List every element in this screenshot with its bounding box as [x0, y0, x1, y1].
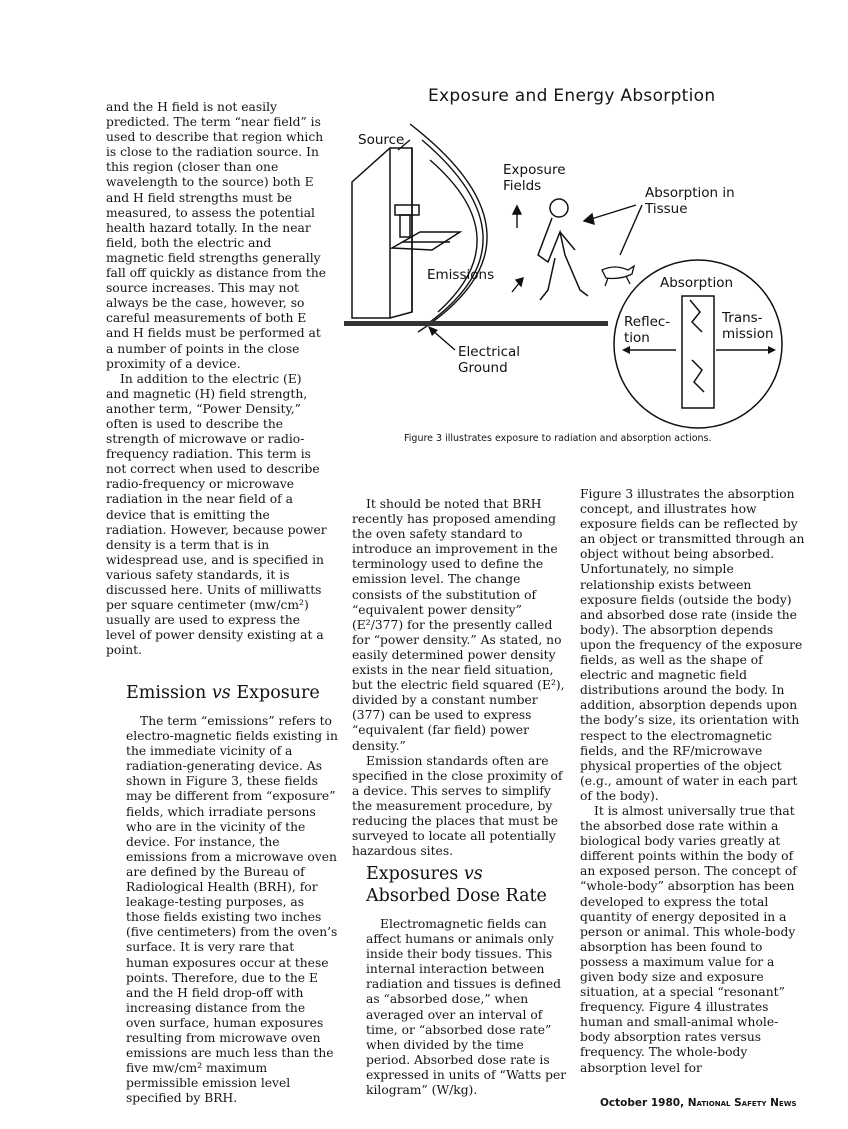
footer-publication: National Safety News	[687, 1097, 797, 1109]
label-transmission: Trans- mission	[722, 310, 774, 342]
small-animal-figure	[602, 266, 634, 286]
page-footer	[600, 1097, 797, 1109]
column-2-section-text	[366, 917, 571, 1098]
figure-title: Exposure and Energy Absorption	[428, 86, 716, 106]
paragraph: Electromagnetic fields can affect humans or animals only inside their body tissues. This internal interaction between radiation and tissues is defined as “absorbed dose,” when averaged over an interval of time, or “absorbed dose rate” when divided by the time period. Absorbed dose rate is expressed in units of “Watts per kilogram” (W/kg).	[366, 917, 567, 1098]
section-heading-exposures-vs-absorbed-dose-rate: Exposures vs Absorbed Dose Rate	[366, 864, 547, 906]
label-absorption: Absorption	[660, 275, 734, 291]
column-1-text	[106, 100, 328, 658]
label-exposure-fields: Exposure Fields	[503, 162, 566, 194]
paragraph: and the H field is not easily predicted. The term “near field” is used to describe that region which is close to the radiation source. In this region (closer than one wavelength to the source) both E and H field strengths must be measured, to assess the potential health hazard totally. In the near field, both the electric and magnetic field strengths generally fall off quickly as distance from the source increases. This may not always be the case, however, so careful measurements of both E and H fields must be performed at a number of points in the close proximity of a device.	[106, 100, 327, 371]
column-3-text	[580, 487, 805, 1076]
label-emissions: Emissions	[427, 267, 495, 283]
footer-date: October 1980,	[600, 1097, 685, 1109]
label-electrical-ground: Electrical Ground	[458, 344, 521, 376]
paragraph: In addition to the electric (E) and magnetic (H) field strength, another term, “Power Density,” often is used to describe the strength of microwave or radio-frequency radiation. This term is not correct when used to describe radio-frequency or microwave radiation in the near field of a device that is emitting the radiation. However, because power density is a term that is in widespread use, and is specified in various safety standards, it is discussed here. Units of milliwatts per square centimeter (mw/cm²) usually are used to express the level of power density existing at a point.	[106, 371, 327, 658]
paragraph: Emission standards often are specified in the close proximity of a device. This serves to simplify the measurement procedure, by reducing the places that must be surveyed to locate all potentially hazardous sites.	[352, 753, 563, 859]
column-2-text	[352, 497, 570, 859]
label-absorption-in-tissue: Absorption in Tissue	[645, 185, 735, 217]
field-arrows	[512, 205, 642, 292]
label-source: Source	[358, 132, 405, 148]
figure-caption: Figure 3 illustrates exposure to radiation and absorption actions.	[404, 433, 712, 444]
paragraph: It is almost universally true that the absorbed dose rate within a biological body varies greatly at different points within the body of an exposed person. The concept of “whole-body” absorption has been developed to express the total quantity of energy deposited in a person or animal. This whole-body absorption has been found to possess a maximum value for a given body size and exposure situation, at a special “resonant” frequency. Figure 4 illustrates human and small-animal whole-body absorption rates versus frequency. The whole-body absorption level for	[580, 803, 797, 1075]
section-heading-emission-vs-exposure: Emission vs Exposure	[126, 683, 320, 703]
paragraph: The term “emissions” refers to electro-magnetic fields existing in the immediate vicinity of a radiation-generating device. As shown in Figure 3, these fields may be different from “exposure” fields, which irradiate persons who are in the vicinity of the device. For instance, the emissions from a microwave oven are defined by the Bureau of Radiological Health (BRH), for leakage-testing purposes, as those fields existing two inches (five centimeters) from the oven’s surface. It is very rare that human exposures occur at these points. Therefore, due to the E and the H field drop-off with increasing distance from the oven surface, human exposures resulting from microwave oven emissions are much less than the five mw/cm² maximum permissible emission level specified by BRH.	[126, 714, 338, 1106]
column-1-section-text	[126, 714, 338, 1106]
label-reflection: Reflec- tion	[624, 314, 671, 346]
paragraph: It should be noted that BRH recently has proposed amending the oven safety standard to introduce an improvement in the terminology used to define the emission level. The change consists of the substitution of “equivalent power density” (E²/377) for the presently called for “power density.” As stated, no easily determined power density exists in the near field situation, but the electric field squared (E²), divided by a constant number (377) can be used to express “equivalent (far field) power density.”	[352, 497, 565, 753]
paragraph: Figure 3 illustrates the absorption concept, and illustrates how exposure fields can be reflected by an object or transmitted through an object without being absorbed. Unfortunately, no simple relationship exists between exposure fields (outside the body) and absorbed dose rate (inside the body). The absorption depends upon the frequency of the exposure fields, as well as the shape of electric and magnetic field distributions around the body. In addition, absorption depends upon the body’s size, its orientation with respect to the electromagnetic fields, and the RF/microwave physical properties of the object (e.g., amount of water in each part of the body).	[580, 487, 805, 803]
person-figure	[538, 199, 588, 300]
